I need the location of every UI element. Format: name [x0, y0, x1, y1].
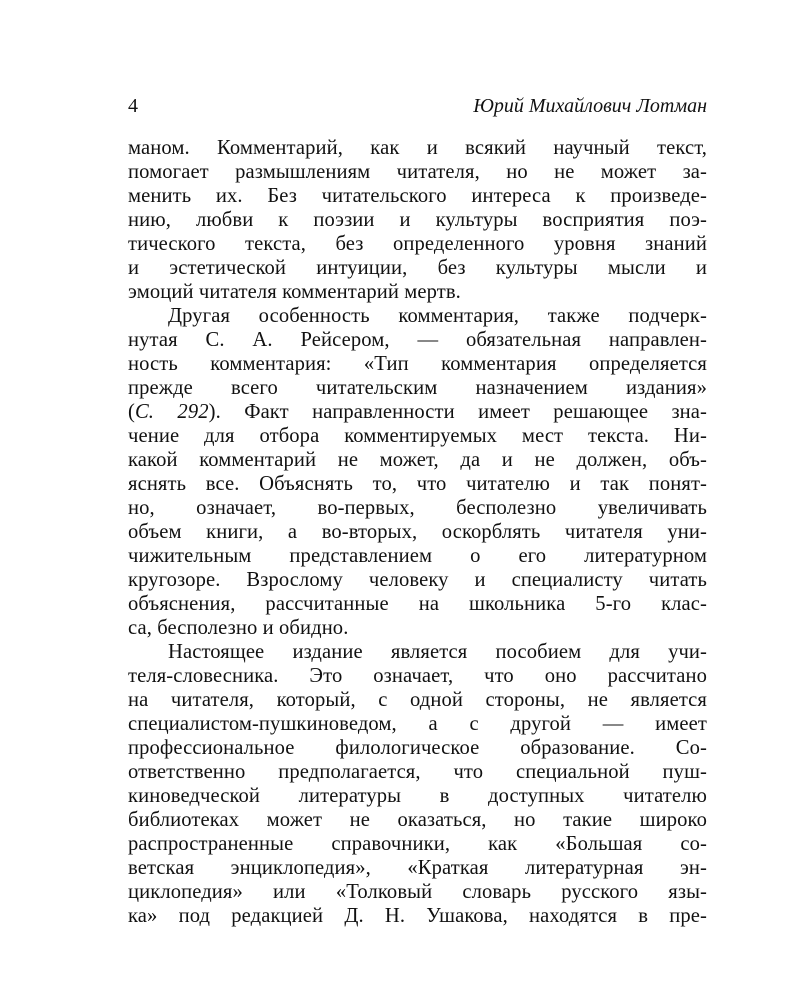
- text-line: менить их. Без читательского интереса к произведе-: [128, 185, 707, 207]
- text-line-with-citation: [128, 400, 707, 424]
- running-title: Юрий Михайлович Лотман: [473, 95, 707, 117]
- paragraph: [128, 304, 707, 640]
- text-line: теля-словесника. Это означает, что оно рассчитано: [128, 665, 707, 687]
- text-line: какой комментарий не может, да и не должен, объ-: [128, 449, 707, 471]
- text-line: и эстетической интуиции, без культуры мысли и: [128, 257, 707, 279]
- text-line: библиотеках может не оказаться, но такие широко: [128, 809, 707, 831]
- text-line: циклопедия» или «Толковый словарь русского язы-: [128, 881, 707, 903]
- open-paren: (: [128, 401, 135, 423]
- paragraph: [128, 136, 707, 304]
- running-head: [128, 94, 707, 118]
- text-line: чение для отбора комментируемых мест текста. Ни-: [128, 425, 707, 447]
- text-line: нутая С. А. Рейсером, — обязательная направлен-: [128, 329, 707, 351]
- text-line: прежде всего читательским назначением издания»: [128, 377, 707, 399]
- text-line: объяснения, рассчитанные на школьника 5-го клас-: [128, 593, 707, 615]
- text-line: специалистом-пушкиноведом, а с другой — имеет: [128, 713, 707, 735]
- text-line: яснять все. Объяснять то, что читателю и так понят-: [128, 473, 707, 495]
- text-line: но, означает, во-первых, бесполезно увеличивать: [128, 497, 707, 519]
- text-line: чижительным представлением о его литературном: [128, 545, 707, 567]
- text-line: ка» под редакцией Д. Н. Ушакова, находятся в пре-: [128, 905, 707, 927]
- text-line: на читателя, который, с одной стороны, не является: [128, 689, 707, 711]
- text-line: са, бесполезно и обидно.: [128, 617, 349, 639]
- paragraph: [128, 640, 707, 928]
- book-page: [128, 94, 707, 928]
- text-line: объем книги, а во-вторых, оскорблять читателя уни-: [128, 521, 707, 543]
- text-line: ветская энциклопедия», «Краткая литературная эн-: [128, 857, 707, 879]
- text-line: киноведческой литературы в доступных читателю: [128, 785, 707, 807]
- citation-page-ref: С. 292: [134, 401, 209, 423]
- text-line: нию, любви к поэзии и культуры восприятия поэ-: [128, 209, 707, 231]
- text-line: маном. Комментарий, как и всякий научный текст,: [128, 137, 707, 159]
- text-line: кругозоре. Взрослому человеку и специалисту читать: [128, 569, 707, 591]
- text-line: Настоящее издание является пособием для учи-: [168, 641, 707, 663]
- text-line: распространенные справочники, как «Большая со-: [128, 833, 707, 855]
- page-number: 4: [128, 95, 138, 117]
- text-line: ответственно предполагается, что специальной пуш-: [128, 761, 707, 783]
- body-text: [128, 136, 707, 928]
- text-line: помогает размышлениям читателя, но не может за-: [128, 161, 707, 183]
- text-line: тического текста, без определенного уровня знаний: [128, 233, 707, 255]
- text-line: ность комментария: «Тип комментария определяется: [128, 353, 707, 375]
- text-line: Другая особенность комментария, также подчерк-: [168, 305, 707, 327]
- text-line: профессиональное филологическое образование. Со-: [128, 737, 707, 759]
- text-line: эмоций читателя комментарий мертв.: [128, 281, 461, 303]
- line-rest: ). Факт направленности имеет решающее зна-: [208, 401, 707, 423]
